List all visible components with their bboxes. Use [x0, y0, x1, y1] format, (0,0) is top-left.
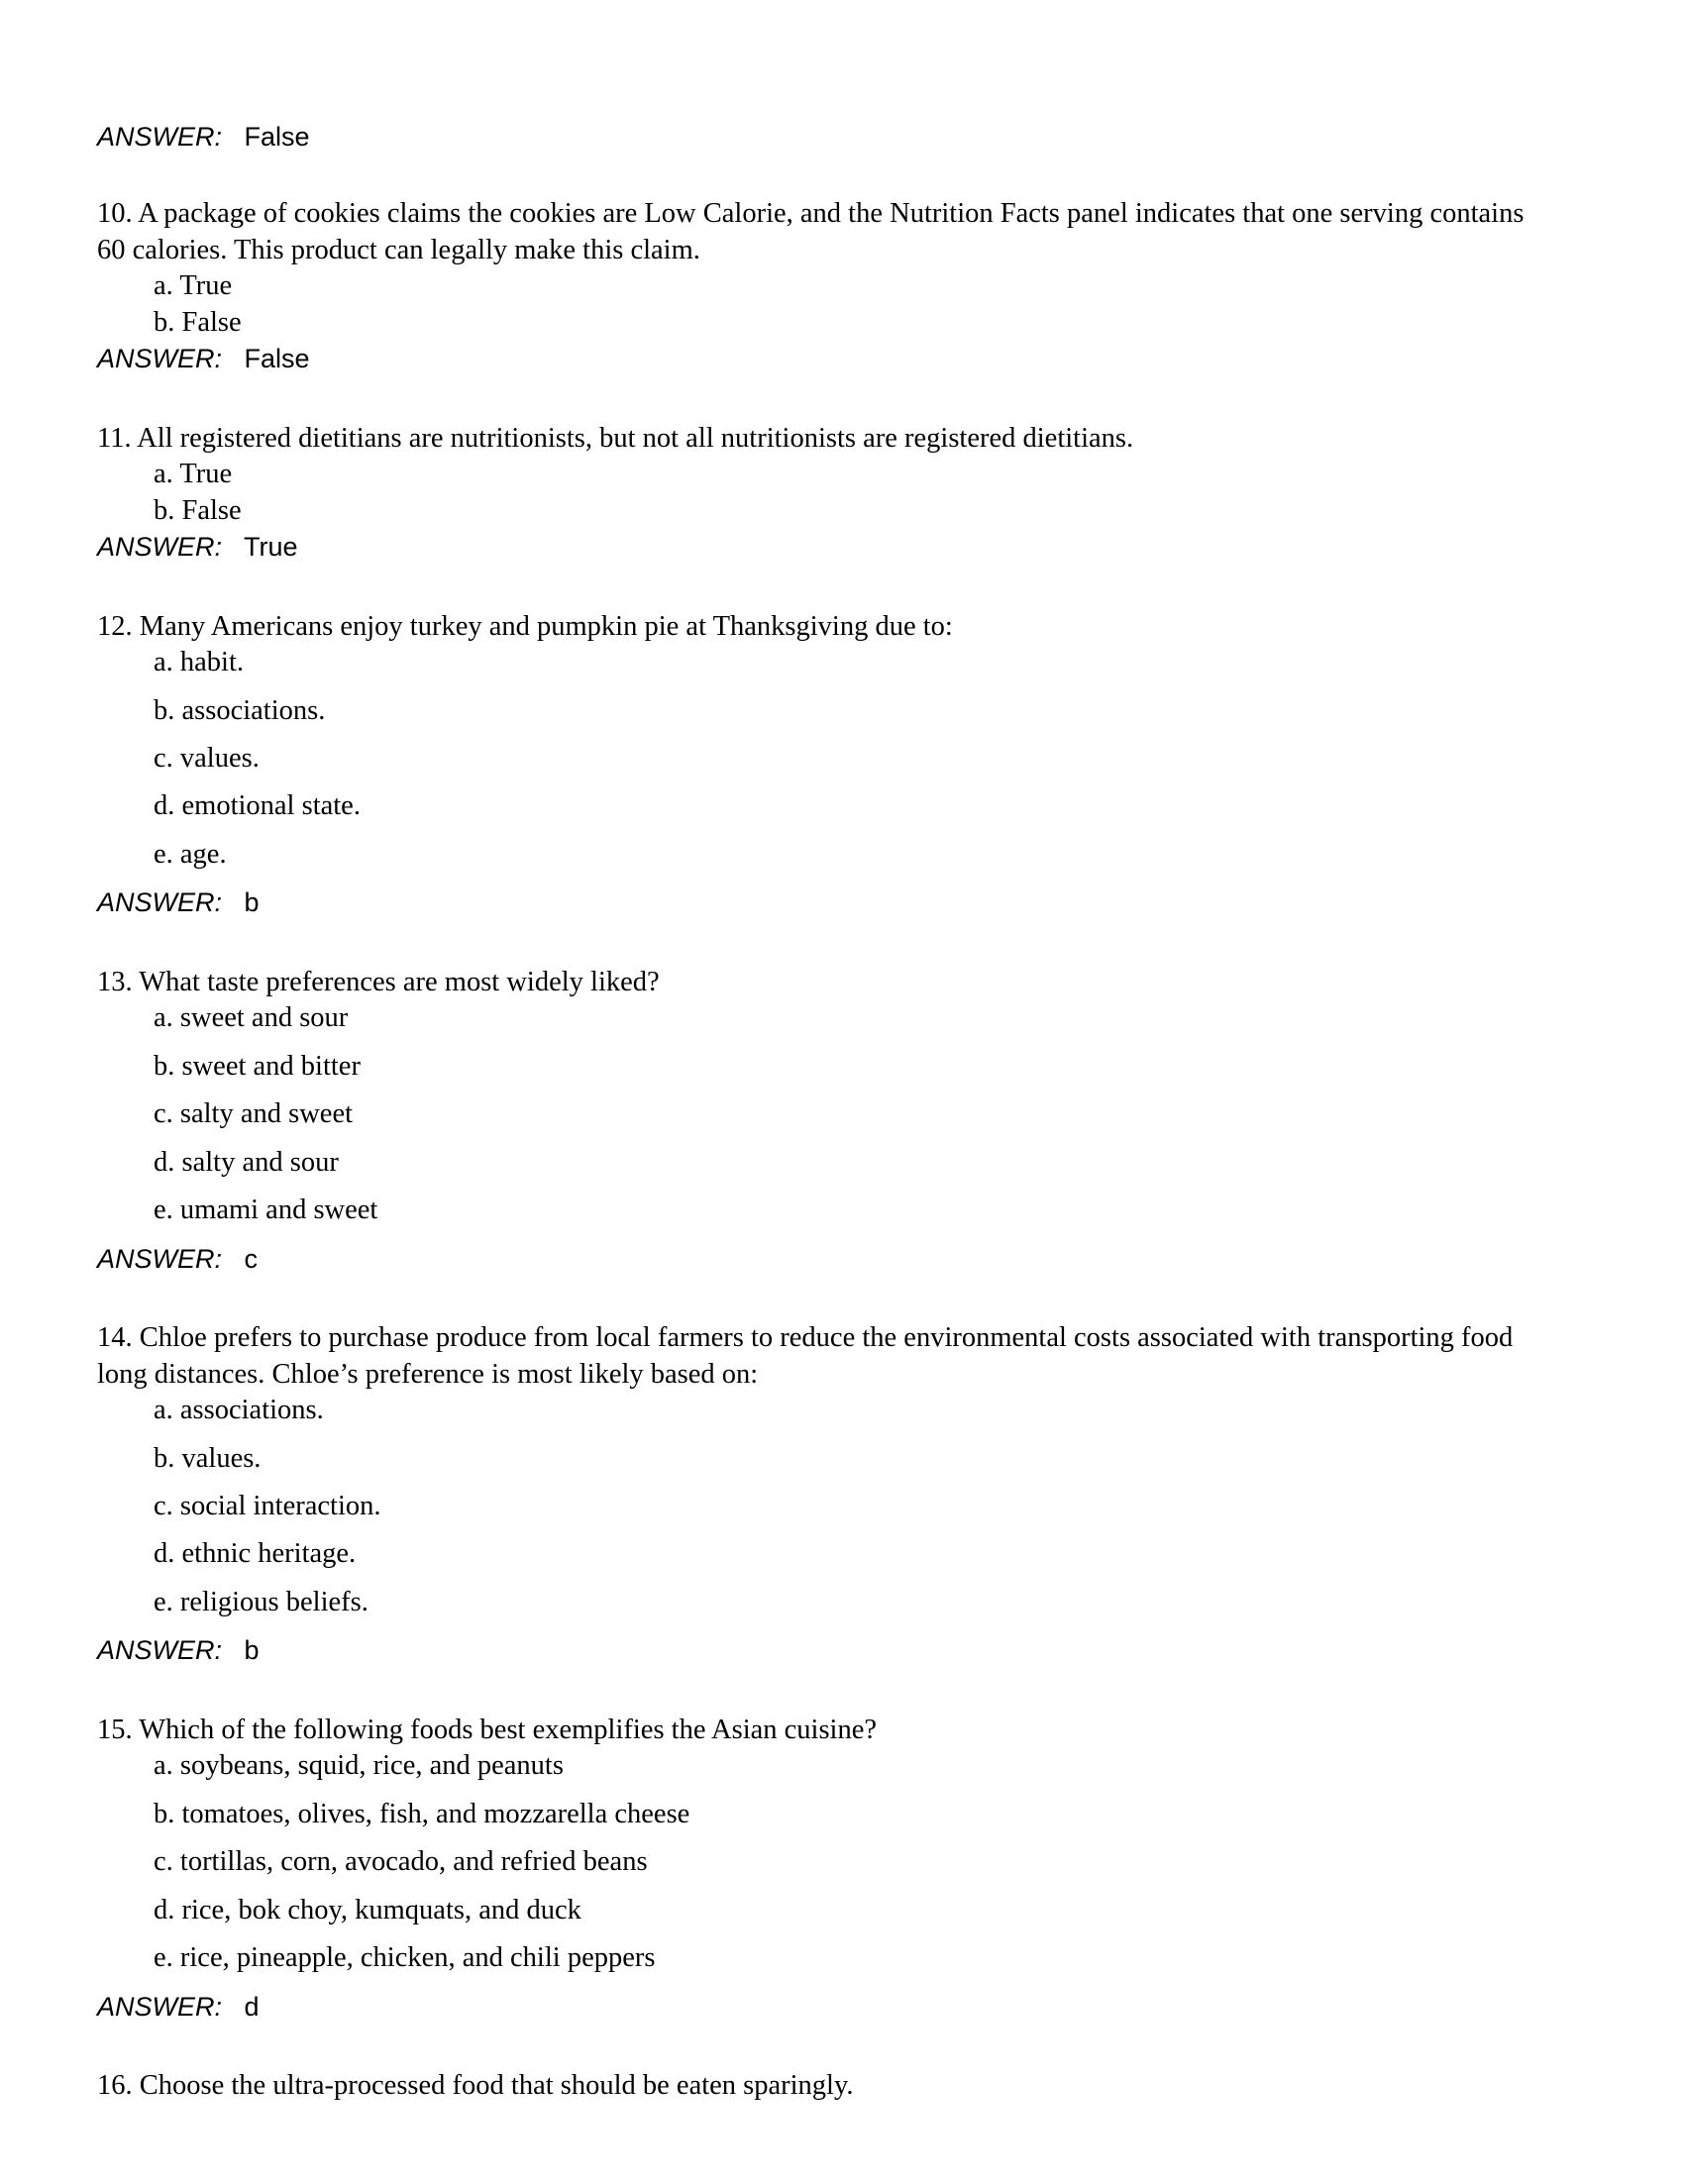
question-stem: 16. Choose the ultra-processed food that should be eaten sparingly. [97, 2070, 854, 2102]
choice-item[interactable]: b. sweet and bitter [154, 1050, 361, 1082]
question-block [97, 1713, 1550, 2025]
answer-label: ANSWER: [97, 1635, 238, 1666]
spacer [97, 1669, 1550, 1713]
choice-item[interactable]: e. umami and sweet [154, 1195, 378, 1226]
question-block [97, 196, 1550, 376]
choice-item[interactable]: a. soybeans, squid, rice, and peanuts [154, 1750, 564, 1782]
spacer [97, 155, 1550, 196]
choice-item[interactable]: c. salty and sweet [154, 1098, 354, 1130]
answer-line [97, 119, 1550, 155]
answer-label: ANSWER: [97, 1243, 238, 1274]
answer-value: False [244, 122, 310, 152]
choice-item[interactable]: a. associations. [154, 1395, 324, 1426]
answer-value: True [244, 532, 298, 563]
answer-value: b [244, 887, 260, 918]
spacer [97, 1277, 1550, 1320]
choice-item[interactable]: b. False [154, 494, 242, 526]
choice-item[interactable]: d. salty and sour [154, 1146, 339, 1178]
answer-label: ANSWER: [97, 344, 238, 374]
choice-item[interactable]: e. age. [154, 838, 227, 870]
question-block [97, 2068, 1550, 2104]
spacer [97, 566, 1550, 609]
question-stem: 14. Chloe prefers to purchase produce from local farmers to reduce the environmental costs associated with transporting food long distances. Chloe’s preference is most likely based on: [97, 1322, 1514, 1390]
question-stem: 11. All registered dietitians are nutritionists, but not all nutritionists are registered dietitians. [97, 422, 1134, 454]
answer-line [97, 341, 1550, 376]
answer-value: False [244, 344, 310, 374]
choice-item[interactable]: e. religious beliefs. [154, 1586, 368, 1617]
spacer [97, 921, 1550, 965]
choice-item[interactable]: a. sweet and sour [154, 1002, 349, 1034]
spacer [97, 2025, 1550, 2068]
question-block [97, 609, 1550, 921]
question-stem: 10. A package of cookies claims the cookies are Low Calorie, and the Nutrition Facts panel indicates that one serving contains 60 calories. This product can legally make this claim. [97, 198, 1525, 265]
choice-item[interactable]: e. rice, pineapple, chicken, and chili peppers [154, 1942, 656, 1974]
choice-list [97, 1000, 1550, 1228]
choice-item[interactable]: c. tortillas, corn, avocado, and refried beans [154, 1846, 648, 1878]
choice-item[interactable]: a. True [154, 270, 233, 302]
question-block [97, 965, 1550, 1277]
choice-item[interactable]: c. social interaction. [154, 1490, 381, 1521]
question-stem: 13. What taste preferences are most widely liked? [97, 966, 660, 997]
answer-label: ANSWER: [97, 887, 238, 918]
question-block [97, 421, 1550, 566]
question-block [97, 1320, 1550, 1669]
choice-item[interactable]: b. associations. [154, 694, 326, 726]
answer-line [97, 529, 1550, 565]
choice-item[interactable]: c. values. [154, 743, 260, 774]
answer-line [97, 1989, 1550, 2025]
choice-item[interactable]: a. True [154, 459, 233, 490]
choice-list [97, 645, 1550, 873]
choice-item[interactable]: d. ethnic heritage. [154, 1538, 357, 1570]
choice-item[interactable]: a. habit. [154, 647, 245, 678]
choice-list [97, 1748, 1550, 1976]
answer-line [97, 1241, 1550, 1277]
answer-line [97, 884, 1550, 920]
choice-item[interactable]: b. tomatoes, olives, fish, and mozzarella cheese [154, 1798, 690, 1829]
choice-list [97, 457, 1550, 529]
answer-value: d [244, 1991, 260, 2022]
choice-item[interactable]: d. rice, bok choy, kumquats, and duck [154, 1894, 581, 1925]
choice-item[interactable]: d. emotional state. [154, 790, 361, 822]
choice-list [97, 268, 1550, 341]
choice-list [97, 1393, 1550, 1620]
choice-item[interactable]: b. False [154, 306, 242, 338]
answer-value: c [244, 1243, 259, 1274]
spacer [97, 377, 1550, 421]
choice-item[interactable]: b. values. [154, 1442, 262, 1474]
question-stem: 15. Which of the following foods best exemplifies the Asian cuisine? [97, 1714, 878, 1745]
answer-label: ANSWER: [97, 532, 238, 563]
answer-label: ANSWER: [97, 122, 238, 152]
answer-label: ANSWER: [97, 1991, 238, 2022]
answer-line [97, 1632, 1550, 1668]
question-stem: 12. Many Americans enjoy turkey and pumpkin pie at Thanksgiving due to: [97, 610, 953, 642]
answer-value: b [244, 1635, 260, 1666]
